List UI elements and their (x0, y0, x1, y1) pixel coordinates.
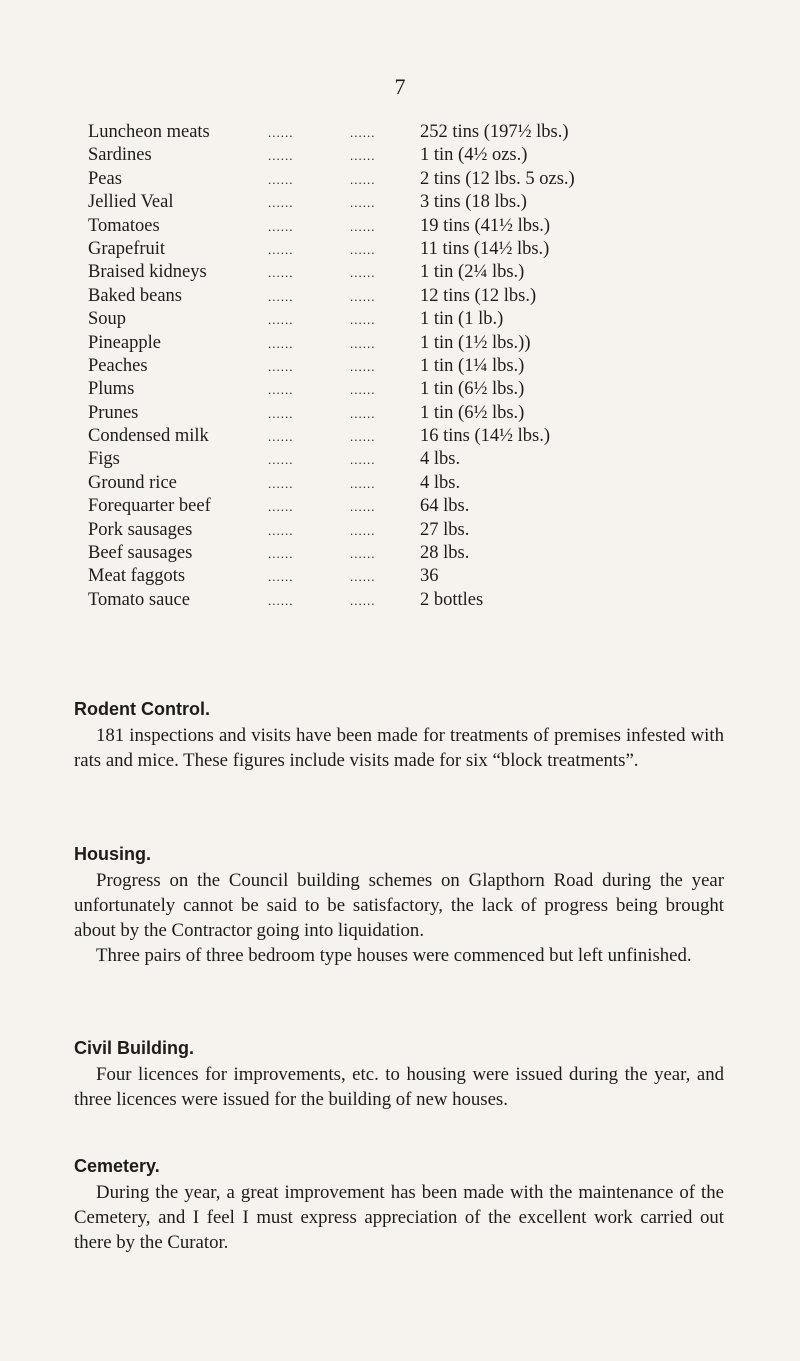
food-item-name: Braised kidneys (88, 262, 207, 283)
food-item-quantity: 19 tins (41½ lbs.) (420, 215, 551, 236)
leader-dots: ...... (268, 241, 294, 257)
food-item-quantity: 36 (420, 566, 439, 587)
food-list-table (88, 121, 728, 612)
food-item-name: Meat faggots (88, 566, 186, 587)
leader-dots: ...... (350, 312, 376, 328)
section-civil-building (74, 1036, 724, 1112)
food-item-name: Tomato sauce (88, 589, 190, 610)
food-item-name: Soup (88, 309, 127, 330)
food-item-quantity: 27 lbs. (420, 519, 470, 540)
leader-dots: ...... (268, 312, 294, 328)
leader-dots: ...... (350, 171, 376, 187)
food-item-quantity: 1 tin (1½ lbs.)) (420, 332, 531, 353)
leader-dots: ...... (268, 452, 294, 468)
leader-dots: ...... (268, 195, 294, 211)
food-item-quantity: 3 tins (18 lbs.) (420, 192, 527, 213)
food-item-name: Ground rice (88, 472, 177, 493)
leader-dots: ...... (350, 148, 376, 164)
food-item-quantity: 4 lbs. (420, 449, 461, 470)
table-row (88, 542, 728, 565)
leader-dots: ...... (268, 522, 294, 538)
section-heading: Housing. (74, 844, 151, 864)
table-row (88, 378, 728, 401)
leader-dots: ...... (350, 522, 376, 538)
leader-dots: ...... (268, 429, 294, 445)
paragraph: 181 inspections and visits have been made for treatments of premises infested with rats and mice. These figures include visits made for six “block treatments”. (74, 725, 724, 771)
food-item-quantity: 1 tin (6½ lbs.) (420, 379, 525, 400)
table-row (88, 495, 728, 518)
food-item-quantity: 12 tins (12 lbs.) (420, 285, 537, 306)
paragraph: Three pairs of three bedroom type houses were commenced but left unfinished. (96, 945, 692, 966)
food-item-quantity: 4 lbs. (420, 472, 461, 493)
food-item-name: Grapefruit (88, 238, 166, 259)
leader-dots: ...... (268, 288, 294, 304)
table-row (88, 121, 728, 144)
paragraph: Four licences for improvements, etc. to housing were issued during the year, and three licences were issued for the building of new houses. (74, 1064, 724, 1110)
section-housing (74, 842, 724, 968)
table-row (88, 215, 728, 238)
leader-dots: ...... (268, 475, 294, 491)
leader-dots: ...... (350, 265, 376, 281)
table-row (88, 144, 728, 167)
food-item-name: Tomatoes (88, 215, 160, 236)
food-item-name: Pineapple (88, 332, 161, 353)
leader-dots: ...... (268, 499, 294, 515)
leader-dots: ...... (350, 429, 376, 445)
leader-dots: ...... (268, 335, 294, 351)
table-row (88, 425, 728, 448)
food-item-name: Figs (88, 449, 120, 470)
table-row (88, 589, 728, 612)
leader-dots: ...... (350, 335, 376, 351)
leader-dots: ...... (350, 569, 376, 585)
section-cemetery (74, 1154, 724, 1255)
table-row (88, 472, 728, 495)
leader-dots: ...... (350, 546, 376, 562)
table-row (88, 261, 728, 284)
food-item-name: Peaches (88, 355, 148, 376)
section-heading: Civil Building. (74, 1038, 194, 1058)
leader-dots: ...... (350, 592, 376, 608)
leader-dots: ...... (268, 171, 294, 187)
paragraph: During the year, a great improvement has been made with the maintenance of the Cemetery, and I feel I must express appreciation of the excellent work carried out there by the Curator. (74, 1182, 724, 1253)
food-item-name: Baked beans (88, 285, 183, 306)
section-rodent-control (74, 697, 724, 773)
leader-dots: ...... (350, 452, 376, 468)
leader-dots: ...... (350, 405, 376, 421)
leader-dots: ...... (350, 499, 376, 515)
leader-dots: ...... (268, 265, 294, 281)
food-item-name: Sardines (88, 145, 152, 166)
leader-dots: ...... (268, 546, 294, 562)
table-row (88, 565, 728, 588)
food-item-quantity: 1 tin (2¼ lbs.) (420, 262, 525, 283)
food-item-name: Jellied Veal (88, 192, 174, 213)
leader-dots: ...... (350, 358, 376, 374)
leader-dots: ...... (350, 475, 376, 491)
food-item-name: Pork sausages (88, 519, 193, 540)
food-item-quantity: 2 tins (12 lbs. 5 ozs.) (420, 168, 575, 189)
leader-dots: ...... (268, 592, 294, 608)
food-item-name: Plums (88, 379, 135, 400)
leader-dots: ...... (350, 382, 376, 398)
food-item-quantity: 1 tin (1 lb.) (420, 309, 504, 330)
food-item-quantity: 1 tin (4½ ozs.) (420, 145, 528, 166)
leader-dots: ...... (268, 382, 294, 398)
food-item-name: Beef sausages (88, 543, 193, 564)
food-item-quantity: 11 tins (14½ lbs.) (420, 238, 550, 259)
table-row (88, 332, 728, 355)
leader-dots: ...... (350, 195, 376, 211)
table-row (88, 238, 728, 261)
table-row (88, 355, 728, 378)
leader-dots: ...... (268, 148, 294, 164)
food-item-name: Peas (88, 168, 122, 189)
food-item-quantity: 28 lbs. (420, 543, 470, 564)
food-item-quantity: 2 bottles (420, 589, 484, 610)
table-row (88, 285, 728, 308)
food-item-quantity: 1 tin (6½ lbs.) (420, 402, 525, 423)
leader-dots: ...... (350, 288, 376, 304)
food-item-name: Luncheon meats (88, 122, 210, 142)
leader-dots: ...... (268, 405, 294, 421)
food-item-name: Prunes (88, 402, 139, 423)
food-item-quantity: 16 tins (14½ lbs.) (420, 426, 551, 447)
table-row (88, 191, 728, 214)
food-item-quantity: 252 tins (197½ lbs.) (420, 122, 569, 142)
table-row (88, 168, 728, 191)
food-item-quantity: 1 tin (1¼ lbs.) (420, 355, 525, 376)
section-heading: Cemetery. (74, 1156, 160, 1176)
food-item-name: Forequarter beef (88, 496, 211, 517)
leader-dots: ...... (350, 125, 376, 140)
leader-dots: ...... (268, 125, 294, 140)
table-row (88, 519, 728, 542)
paragraph: Progress on the Council building schemes on Glapthorn Road during the year unfortunately cannot be said to be satisfactory, the lack of progress being brought about by the Contractor going into liquidation. (74, 870, 724, 941)
food-item-name: Condensed milk (88, 426, 209, 447)
table-row (88, 402, 728, 425)
food-item-quantity: 64 lbs. (420, 496, 470, 517)
leader-dots: ...... (268, 358, 294, 374)
leader-dots: ...... (268, 218, 294, 234)
leader-dots: ...... (350, 241, 376, 257)
table-row (88, 308, 728, 331)
leader-dots: ...... (268, 569, 294, 585)
table-row (88, 448, 728, 471)
section-heading: Rodent Control. (74, 699, 210, 719)
page-number: 7 (394, 74, 406, 99)
leader-dots: ...... (350, 218, 376, 234)
